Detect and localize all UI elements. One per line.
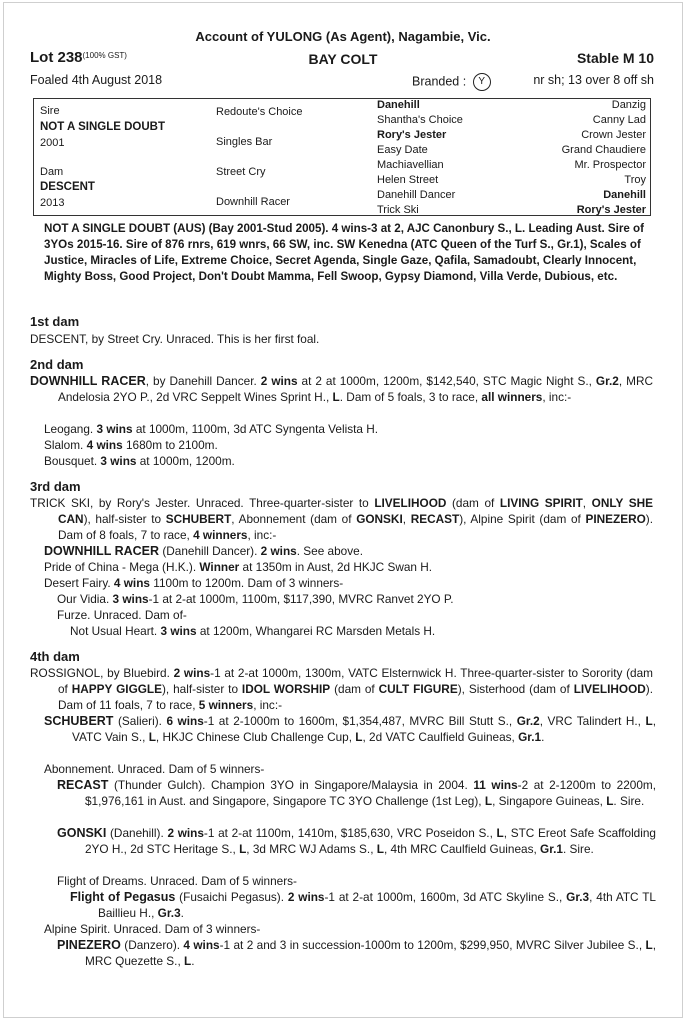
gen3-ancestor: Easy Date: [377, 144, 428, 156]
lot-number: Lot $238^{(100\% GST)}$: [30, 49, 127, 66]
sire-record: NOT A SINGLE DOUBT (AUS) (Bay 2001-Stud 2005). 4 wins-3 at 2, AJC Canonbury S., L. Leading Aust. Sire of 3YOs 2015-16. Sire of 876 rnrs, 619 wnrs, 66 SW, inc. SW Kenedna (ATC Queen of the Turf S., Gr.1), Scales of Justice, Miracles of Life, Extreme Choice, Secret Agenda, Single Gaze, Qafila, Samadoubt, Clearly Innocent, Mighty Boss, Good Project, Don't Doubt Mamma, Fell Swoop, Gypsy Diamond, Villa Verde, Dubious, etc.: [44, 222, 644, 283]
account-line: Account of YULONG (As Agent), Nagambie, Vic.: [195, 29, 491, 44]
dam-name: DESCENT: [40, 181, 95, 193]
gen4-ancestor: Danehill: [603, 189, 646, 201]
first-dam-text: DESCENT, by Street Cry. Unraced. This is her first foal.: [30, 332, 320, 346]
sire-label: Sire: [40, 105, 60, 117]
branded-info: Branded : Y: [412, 73, 491, 91]
section-heading-4th-dam: 4th dam: [30, 649, 80, 664]
gen4-ancestor: Canny Lad: [592, 114, 646, 126]
progeny-item: Bousquet. 3 wins at 1000m, 1200m.: [44, 454, 235, 468]
gen4-ancestor: Danzig: [611, 99, 646, 111]
fourth-dam-text: ROSSIGNOL, by Bluebird. 2 wins-1 at 2-at 1000m, 1300m, VATC Elsternwick H. Three-quarter-sister to Sorority (dam of HAPPY GIGGLE), half-sister to IDOL WORSHIP (dam of CULT FIGURE), Sisterhood (dam of LIVELIHOOD). Dam of 11 foals, 7 to race, 5 winners, inc:-: [30, 666, 654, 713]
section-heading-2nd-dam: 2nd dam: [30, 357, 84, 372]
progeny-item: SCHUBERT (Salieri). 6 wins-1 at 2-1000m to 1600m, $1,354,487, MVRC Bill Stutt S., Gr.2, VRC Talindert H., L, VATC Vain S., L, HKJC Chinese Club Challenge Cup, L, 2d VATC Caulfield Guineas, Gr.1.: [44, 714, 656, 745]
brand-symbol-icon: Y: [473, 73, 491, 91]
brand-marks: nr sh; 13 over 8 off sh: [533, 73, 654, 87]
sire-name: NOT A SINGLE DOUBT: [40, 121, 166, 133]
gen4-ancestor: Crown Jester: [581, 129, 646, 141]
progeny-item: Abonnement. Unraced. Dam of 5 winners-: [44, 762, 265, 776]
gen3-ancestor: Trick Ski: [377, 204, 419, 216]
pedigree-table: [33, 98, 651, 216]
progeny-item: Flight of Pegasus (Fusaichi Pegasus). 2 wins-1 at 2-at 1000m, 1600m, 3d ATC Skyline S., Gr.3, 4th ATC TL Baillieu H., Gr.3.: [70, 890, 656, 921]
stable-number: Stable M 10: [576, 50, 654, 66]
gen4-ancestor: Troy: [624, 174, 646, 186]
progeny-item: Desert Fairy. 4 wins 1100m to 1200m. Dam of 3 winners-: [44, 576, 344, 590]
progeny-item: Pride of China - Mega (H.K.). Winner at 1350m in Aust, 2d HKJC Swan H.: [44, 560, 433, 574]
sire-dam: Singles Bar: [216, 136, 273, 148]
dam-year: 2013: [40, 197, 65, 209]
third-dam-text: TRICK SKI, by Rory's Jester. Unraced. Three-quarter-sister to LIVELIHOOD (dam of LIVING SPIRIT, ONLY SHE CAN), half-sister to SCHUBERT, Abonnement (dam of GONSKI, RECAST), Alpine Spirit (dam of PINEZERO). Dam of 8 foals, 7 to race, 4 winners, inc:-: [30, 496, 653, 543]
gen3-ancestor: Machiavellian: [377, 159, 444, 171]
catalogue-page: [3, 2, 683, 1018]
progeny-item: Our Vidia. 3 wins-1 at 2-at 1000m, 1100m, $117,390, MVRC Ranvet 2YO P.: [57, 592, 454, 606]
gen4-ancestor: Mr. Prospector: [574, 159, 646, 171]
gen4-ancestor: Rory's Jester: [576, 204, 646, 216]
progeny-item: Furze. Unraced. Dam of-: [57, 608, 187, 622]
progeny-item: Alpine Spirit. Unraced. Dam of 3 winners-: [44, 922, 261, 936]
sire-year: 2001: [40, 137, 65, 149]
dam-label: Dam: [40, 166, 64, 178]
section-heading-3rd-dam: 3rd dam: [30, 479, 81, 494]
progeny-item: Leogang. 3 wins at 1000m, 1100m, 3d ATC Syngenta Velista H.: [44, 422, 379, 436]
progeny-item: DOWNHILL RACER (Danehill Dancer). 2 wins. See above.: [44, 544, 363, 558]
progeny-item: PINEZERO (Danzero). 4 wins-1 at 2 and 3 in succession-1000m to 1200m, $299,950, MVRC Silver Jubilee S., L, MRC Quezette S., L.: [57, 938, 657, 969]
gen3-ancestor: Rory's Jester: [377, 129, 447, 141]
second-dam-text: DOWNHILL RACER, by Danehill Dancer. 2 wins at 2 at 1000m, 1200m, $142,540, STC Magic Night S., Gr.2, MRC Andelosia 2YO P., 2d VRC Seppelt Wines Sprint H., L. Dam of 5 foals, 3 to race, all winners, inc:-: [30, 374, 654, 405]
gen4-ancestor: Grand Chaudiere: [561, 144, 646, 156]
sire-sire: Redoute's Choice: [216, 106, 303, 118]
dam-sire: Street Cry: [216, 166, 266, 178]
dam-dam: Downhill Racer: [216, 196, 290, 208]
foaled-date: Foaled 4th August 2018: [30, 73, 163, 87]
progeny-item: GONSKI (Danehill). 2 wins-1 at 2-at 1100m, 1410m, $185,630, VRC Poseidon S., L, STC Ereot Safe Scaffolding 2YO H., 2d STC Heritage S., L, 3d MRC WJ Adams S., L, 4th MRC Caulfield Guineas, Gr.1. Sire.: [57, 826, 656, 857]
horse-description: BAY COLT: [308, 51, 378, 67]
section-heading-1st-dam: 1st dam: [30, 314, 80, 329]
gen3-ancestor: Danehill: [377, 99, 420, 111]
gen3-ancestor: Shantha's Choice: [377, 114, 463, 126]
gen3-ancestor: Danehill Dancer: [377, 189, 456, 201]
gen3-ancestor: Helen Street: [377, 174, 439, 186]
progeny-item: Flight of Dreams. Unraced. Dam of 5 winners-: [57, 874, 297, 888]
progeny-item: Slalom. 4 wins 1680m to 2100m.: [44, 438, 218, 452]
progeny-item: RECAST (Thunder Gulch). Champion 3YO in Singapore/Malaysia in 2004. 11 wins-2 at 2-1200m to 2200m, $1,976,161 in Aust. and Singapore, Singapore TC 3YO Challenge (1st Leg), L, Singapore Guineas, L. Sire.: [57, 778, 657, 809]
progeny-item: Not Usual Heart. 3 wins at 1200m, Whangarei RC Marsden Metals H.: [70, 624, 436, 638]
